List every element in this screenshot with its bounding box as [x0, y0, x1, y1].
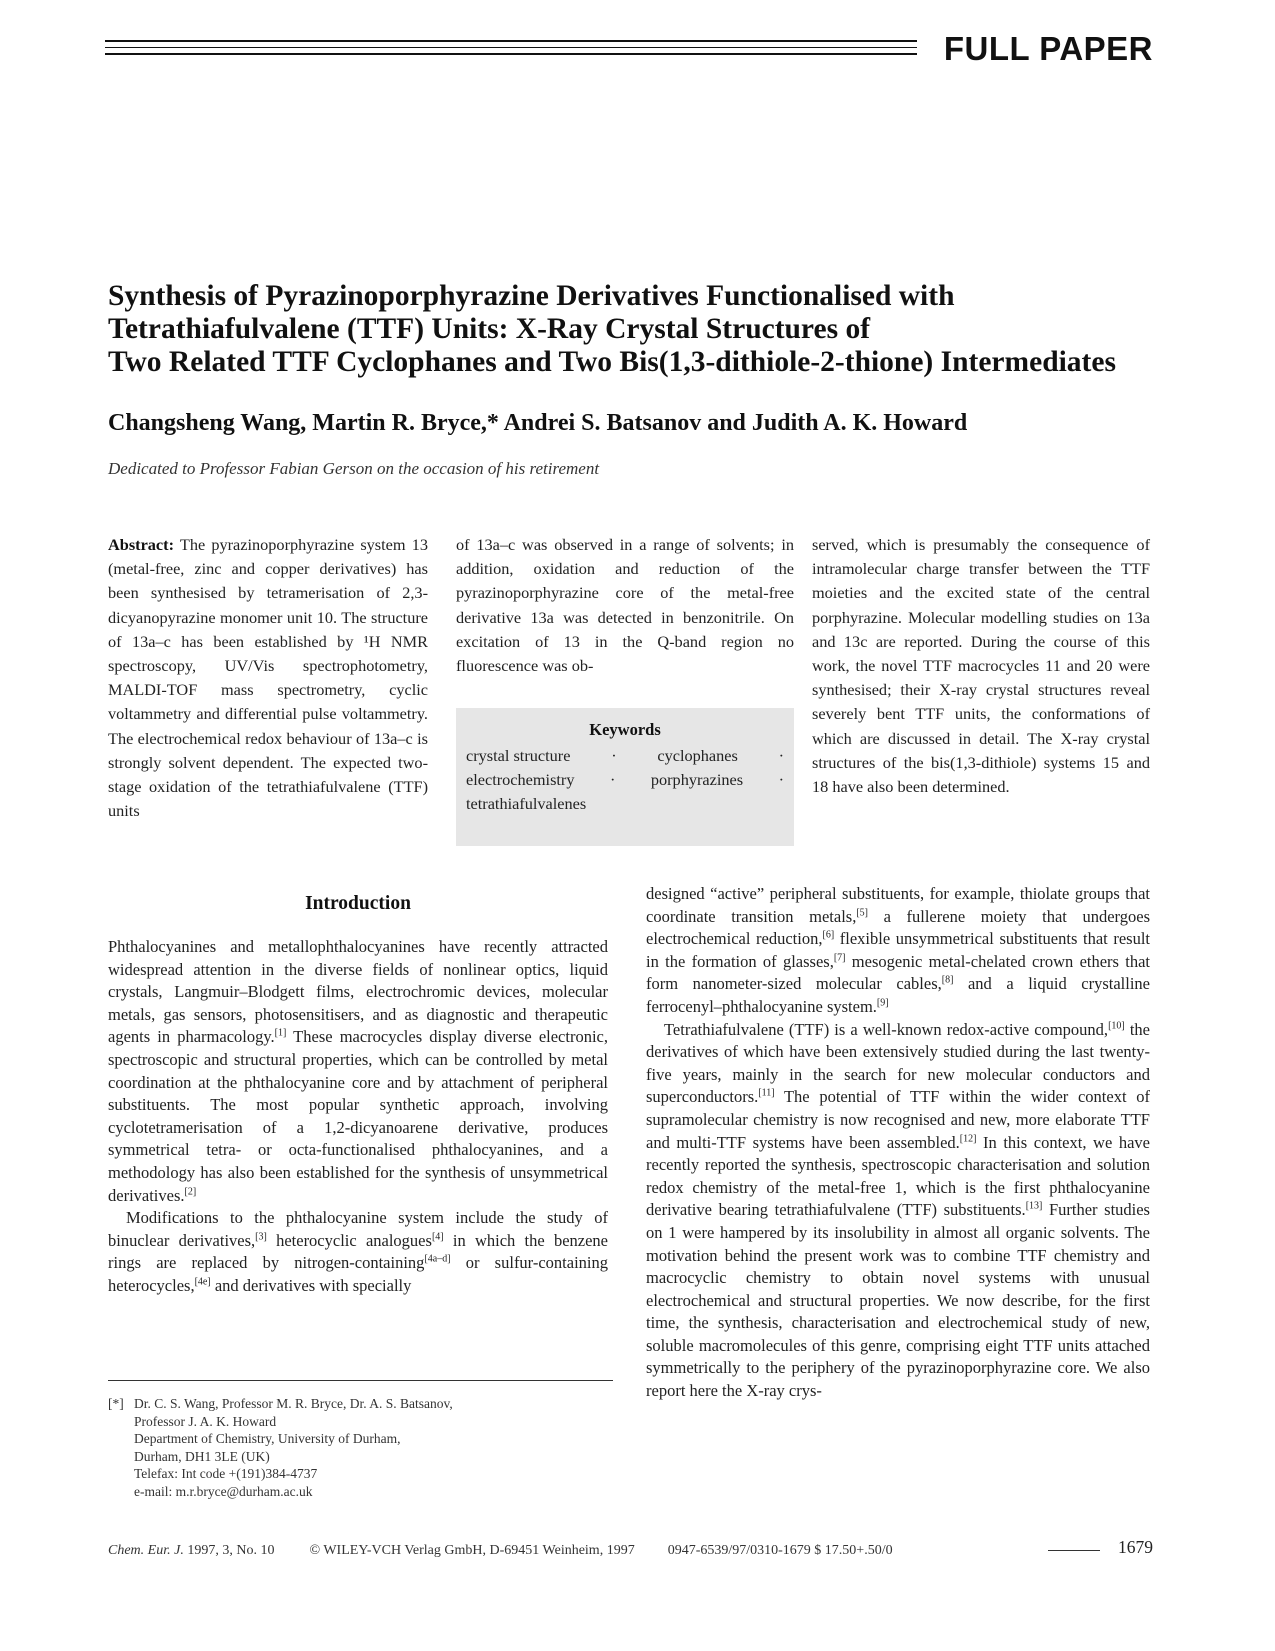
keyword: porphyrazines — [650, 770, 744, 789]
citation-marker: [13] — [1025, 1200, 1043, 1212]
title-line: Tetrathiafulvalene (TTF) Units: X-Ray Crystal Structures of — [108, 313, 871, 345]
citation-marker: [1] — [274, 1027, 287, 1039]
citation-marker: [12] — [959, 1133, 977, 1145]
citation-marker: [3] — [255, 1231, 267, 1243]
paragraph: Phthalocyanines and metallophthalocyanines have recently attracted widespread attention in the diverse fields of nonlinear optics, liquid crystals, Langmuir–Blodgett films, electrochromic devices, molecular metals, gas sensors, photosensitisers, and as diagnostic and therapeutic agents in pharmacology.[1] These macrocycles display diverse electronic, spectroscopic and structural properties, which can be controlled by metal coordination at the phthalocyanine core and by attachment of peripheral substituents. The most popular synthetic approach, involving cyclotetramerisation of a 1,2-dicyanoarene derivative, produces symmetrical tetra- or octa-functionalised phthalocyanines, and a methodology has also been established for the synthesis of unsymmetrical derivatives.[2] — [108, 937, 608, 1205]
journal-volume: 1997, 3, No. 10 — [187, 1543, 275, 1558]
citation-marker: [2] — [184, 1186, 197, 1198]
citation-marker: [7] — [833, 952, 846, 964]
keyword-separator: · — [778, 770, 784, 789]
issn-code: 0947-6539/97/0310-1679 $ 17.50+.50/0 — [667, 1543, 893, 1558]
title-line: Synthesis of Pyrazinoporphyrazine Derivatives Functionalised with — [108, 280, 955, 312]
body-column-left — [108, 936, 608, 1298]
publisher: © WILEY-VCH Verlag GmbH, D-69451 Weinheim, 1997 — [309, 1543, 635, 1558]
footnote-line: Professor J. A. K. Howard — [134, 1413, 277, 1429]
body-column-right — [646, 883, 1150, 1403]
abstract-label: Abstract: — [108, 535, 175, 554]
page-number: 1679 — [1118, 1537, 1153, 1557]
paragraph: Modifications to the phthalocyanine system include the study of binuclear derivatives,[3] heterocyclic analogues[4] in which the benzene rings are replaced by nitrogen-containing[4a–d] or sulfur-containing heterocycles,[4e] and derivatives with specially — [108, 1208, 608, 1295]
keyword: crystal structure — [466, 746, 571, 765]
journal-name: Chem. Eur. J. — [108, 1543, 184, 1558]
footnote-line: Dr. C. S. Wang, Professor M. R. Bryce, Dr. A. S. Batsanov, — [134, 1396, 453, 1411]
paragraph: Tetrathiafulvalene (TTF) is a well-known redox-active compound,[10] the derivatives of which have been extensively studied during the last twenty-five years, mainly in the search for new molecular conductors and superconductors.[11] The potential of TTF within the wider context of supramolecular chemistry is now recognised and new, more elaborate TTF and multi-TTF systems have been assembled.[12] In this context, we have recently reported the synthesis, spectroscopic characterisation and solution redox chemistry of the metal-free 1, which is the first phthalocyanine derivative bearing tetrathiafulvalene (TTF) substituents.[13] Further studies on 1 were hampered by its insolubility in almost all organic solvents. The motivation behind the present work was to combine TTF chemistry and macrocyclic chemistry to obtain novel systems with unusual electrochemical and structural properties. We now describe, for the first time, the synthesis, characterisation and electrochemical study of new, soluble macromolecules of this genre, comprising eight TTF units attached symmetrically to the periphery of the pyrazinoporphyrazine core. We also report here the X-ray crys- — [646, 1019, 1150, 1401]
section-heading: Introduction — [305, 893, 411, 914]
footnote-mark: [*] — [108, 1396, 124, 1411]
footnote-line: Durham, DH1 3LE (UK) — [134, 1448, 270, 1464]
title-line: Two Related TTF Cyclophanes and Two Bis(1,3-dithiole-2-thione) Intermediates — [108, 346, 1116, 378]
keywords-box — [456, 708, 794, 846]
section-label: FULL PAPER — [943, 30, 1153, 67]
footnote-line: Telefax: Int code +(191)384-4737 — [134, 1466, 318, 1482]
citation-marker: [4a–d] — [424, 1253, 451, 1265]
header-rules — [105, 40, 917, 64]
footnote-line: e-mail: m.r.bryce@durham.ac.uk — [134, 1483, 313, 1499]
citation-marker: [9] — [876, 997, 889, 1009]
footnote-rule — [108, 1380, 613, 1381]
page-footer — [108, 1543, 893, 1559]
keyword-separator: · — [611, 746, 617, 765]
abstract-column-1 — [108, 533, 428, 823]
keywords-title: Keywords — [589, 720, 661, 739]
citation-marker: [10] — [1108, 1020, 1125, 1032]
footnote — [108, 1395, 608, 1501]
footnote-line: Department of Chemistry, University of Durham, — [134, 1431, 401, 1447]
keyword: electrochemistry — [466, 770, 575, 789]
authors: Changsheng Wang, Martin R. Bryce,* Andrei S. Batsanov and Judith A. K. Howard — [108, 410, 968, 436]
paragraph: designed “active” peripheral substituents, for example, thiolate groups that coordinate transition metals,[5] a fullerene moiety that undergoes electrochemical reduction,[6] flexible unsymmetrical substituents that result in the formation of glasses,[7] mesogenic metal-chelated crown ethers that form nanometer-sized molecular cables,[8] and a liquid crystalline ferrocenyl–phthalocyanine system.[9] — [646, 884, 1151, 1016]
abstract-column-2: of 13a–c was observed in a range of solvents; in addition, oxidation and reduction of the pyrazinoporphyrazine core of the metal-free derivative 13a was detected in benzonitrile. On excitation of 13 in the Q-band region no fluorescence was ob- — [456, 535, 794, 676]
citation-marker: [8] — [941, 974, 954, 986]
citation-marker: [11] — [758, 1087, 775, 1099]
keywords-list — [456, 740, 794, 816]
keyword-separator: · — [778, 746, 784, 765]
abstract-text: The pyrazinoporphyrazine system 13 (metal-free, zinc and copper derivatives) has been synthesised by tetramerisation of 2,3-dicyanopyrazine monomer unit 10. The structure of 13a–c has been established by ¹H NMR spectroscopy, UV/Vis spectrophotometry, MALDI-TOF mass spectrometry, cyclic voltammetry and differential pulse voltammetry. The electrochemical redox behaviour of 13a–c is strongly solvent dependent. The expected two-stage oxidation of the tetrathiafulvalene (TTF) units — [108, 535, 428, 821]
citation-marker: [6] — [822, 929, 835, 941]
article-title — [108, 280, 1178, 379]
dedication: Dedicated to Professor Fabian Gerson on the occasion of his retirement — [108, 459, 600, 478]
keyword: tetrathiafulvalenes — [466, 794, 587, 813]
citation-marker: [5] — [856, 907, 869, 919]
citation-marker: [4e] — [194, 1276, 211, 1288]
abstract-column-3: served, which is presumably the consequence of intramolecular charge transfer between the TTF moieties and the excited state of the central porphyrazine. Molecular modelling studies on 13a and 13c are reported. During the course of this work, the novel TTF macrocycles 11 and 20 were synthesised; their X-ray crystal structures reveal severely bent TTF units, the conformations of which are discussed in detail. The X-ray crystal structures of the bis(1,3-dithiole) systems 15 and 18 have also been determined. — [812, 535, 1150, 797]
citation-marker: [4] — [431, 1231, 444, 1243]
page-number-rule — [1048, 1550, 1100, 1551]
keyword: cyclophanes — [657, 746, 738, 765]
keyword-separator: · — [609, 770, 616, 789]
